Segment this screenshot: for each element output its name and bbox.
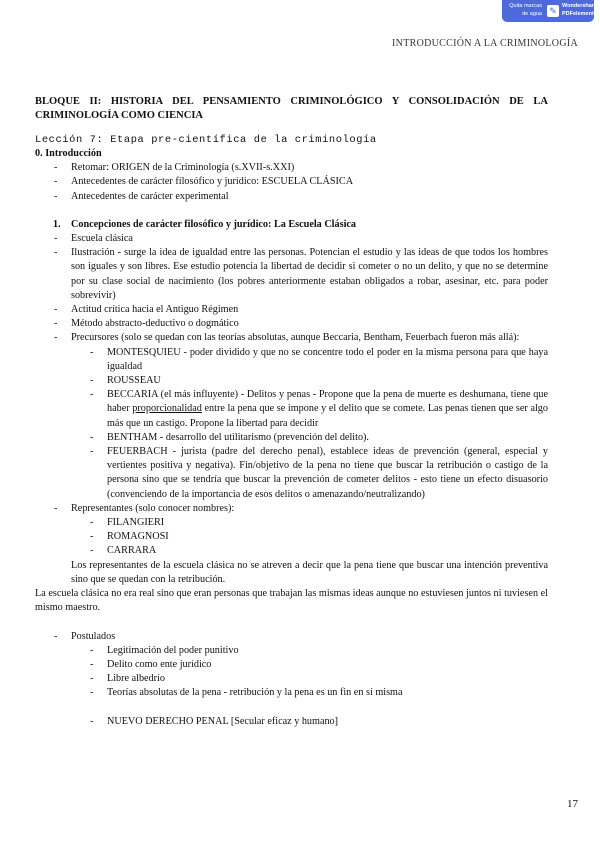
watermark-text: Quita marcas de agua [509, 3, 542, 17]
watermark-badge[interactable] [502, 0, 598, 22]
list-item: - Antecedentes de carácter filosófico y jurídico: ESCUELA CLÁSICA [54, 176, 354, 188]
page-content [35, 95, 548, 729]
lesson-title: Lección 7: Etapa pre-científica de la criminología [35, 134, 377, 146]
sublist-item: - CARRARA [90, 545, 157, 557]
sublist-item: - MONTESQUIEU - poder dividido y que no se concentre todo el poder en la misma persona para que haya igualdad [90, 346, 548, 372]
sublist-item: - Delito como ente jurídico [90, 658, 212, 670]
sublist-item: - FEUERBACH - jurista (padre del derecho penal), establece ideas de prevención (general, especial y vertientes positiva y negativa). Fin/objetivo de la pena no tiene que buscar la retribución o castigo de la persona sino que se tendría que buscar la prevención de cometer delitos - esto tiene un efecto disuasorio (convenciendo de la importancia de esos delitos o amenazando/neutralizando) [90, 446, 548, 500]
sublist-item: - ROUSSEAU [90, 375, 161, 387]
sublist-item: - ROMAGNOSI [90, 531, 169, 543]
page-number: 17 [567, 798, 578, 810]
list-item: - Método abstracto-deductivo o dogmático [54, 318, 239, 330]
list-item: - Retomar: ORIGEN de la Criminología (s.XVII-s.XXI) [54, 162, 295, 174]
watermark-brand: Wondershare PDFelement [562, 3, 598, 17]
pdfelement-logo-icon: ✎ [547, 5, 559, 17]
list-item: - Precursores (solo se quedan con las teorías absolutas, aunque Beccaria, Bentham, Feuerbach fueron más allá): [54, 332, 520, 344]
note-paragraph: Los representantes de la escuela clásica no se atreven a decir que la pena tiene que buscar una intención preventiva sino que se quedan con la retribución. [71, 559, 548, 585]
list-item: - Actitud crítica hacia el Antiguo Régimen [54, 304, 239, 316]
block-title: BLOQUE II: HISTORIA DEL PENSAMIENTO CRIMINOLÓGICO Y CONSOLIDACIÓN DE LA CRIMINOLOGÍA COMO CIENCIA [35, 96, 548, 121]
sublist-item: - FILANGIERI [90, 517, 165, 529]
list-item: - Antecedentes de carácter experimental [54, 190, 229, 202]
sublist-item: - Teorías absolutas de la pena - retribución y la pena es un fin en sí misma [90, 687, 403, 699]
list-item: - Ilustración - surge la idea de igualdad entre las personas. Potencian el estudio y las ideas de que todos los hombres son iguales y son libres. Ese estudio potencia la libertad de decidir si cometer o no un delito, y que no se determine por su clase social de nacimiento (los pobres anteriormente estaban obligados a robar, asesinar, etc. para poder sobrevivir) [54, 247, 548, 301]
full-width-paragraph: La escuela clásica no era real sino que eran personas que trabajan las mismas ideas aunque no estuviesen juntos ni tuviesen el mismo maestro. [35, 588, 548, 614]
sublist-item: - Libre albedrío [90, 673, 165, 685]
underlined-term: proporcionalidad [132, 403, 202, 415]
sublist-item: - BENTHAM - desarrollo del utilitarismo (prevención del delito). [90, 431, 369, 443]
list-item: - Representantes (solo conocer nombres): [54, 502, 235, 514]
list-item: - Escuela clásica [54, 233, 133, 245]
sublist-item: - BECCARIA (el más influyente) - Delitos y penas - Propone que la pena de muerte es deshumana, tiene que haber proporcionalidad entre la pena que se impone y el delito que se comete. Las penas tienen que ser algo más que un castigo. Propone la libertad para decidir [90, 389, 548, 429]
running-header: INTRODUCCIÓN A LA CRIMINOLOGÍA [392, 38, 578, 49]
sublist-item: - NUEVO DERECHO PENAL [Secular eficaz y humano] [90, 715, 339, 727]
sublist-item: - Legitimación del poder punitivo [90, 644, 239, 656]
intro-heading: 0. Introducción [35, 148, 102, 159]
list-item: - Postulados [54, 630, 116, 642]
section-heading: 1. Concepciones de carácter filosófico y jurídico: La Escuela Clásica [53, 218, 357, 230]
